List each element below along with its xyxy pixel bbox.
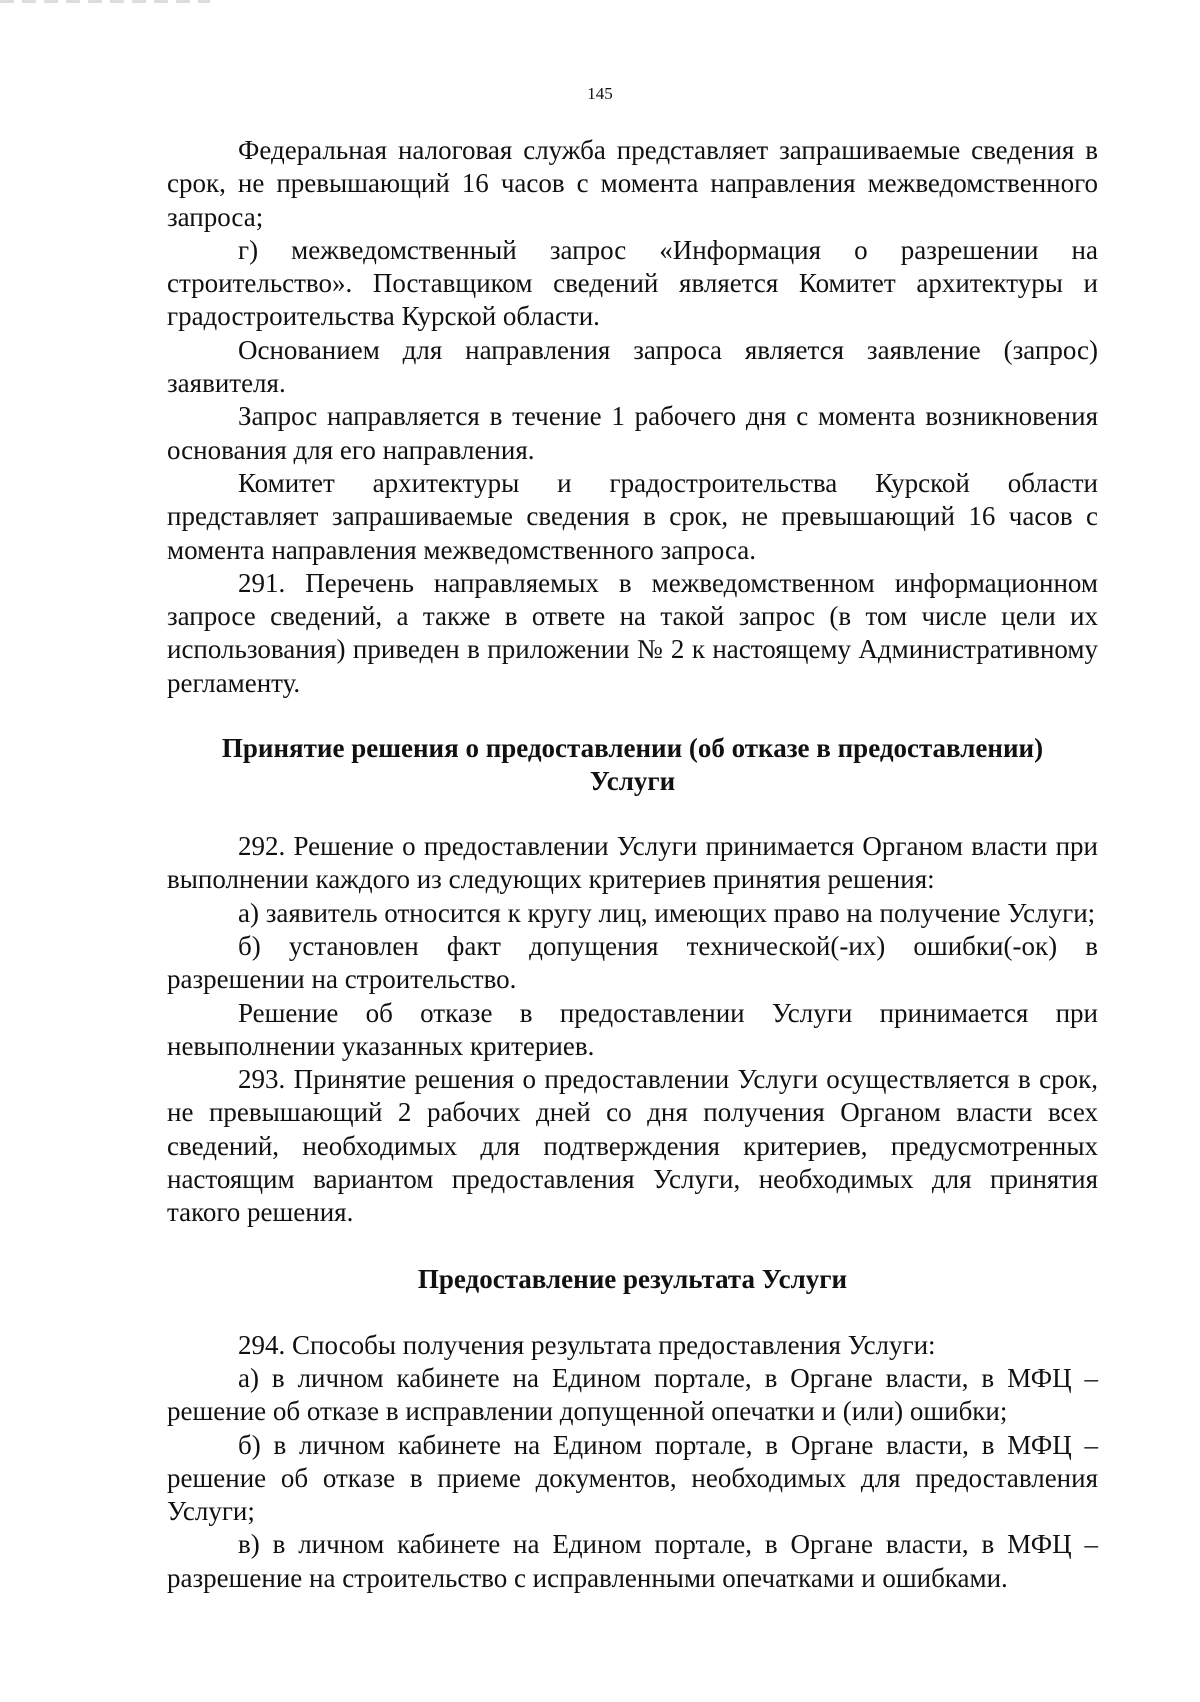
paragraph: Комитет архитектуры и градостроительства Курской области представляет запрашиваемые сведения в срок, не превышающий 16 часов с момента направления межведомственного запроса. bbox=[167, 467, 1098, 565]
section-heading-result: Предоставление результата Услуги bbox=[417, 1263, 848, 1294]
paragraph: б) в личном кабинете на Едином портале, в Органе власти, в МФЦ – решение об отказе в приеме документов, необходимых для предоставления Услуги; bbox=[167, 1429, 1098, 1527]
section-heading-decision bbox=[167, 732, 1098, 798]
heading-line: Принятие решения о предоставлении (об отказе в предоставлении) bbox=[221, 733, 1044, 764]
paragraph: г) межведомственный запрос «Информация о разрешении на строительство». Поставщиком сведений является Комитет архитектуры и градостроительства Курской области. bbox=[167, 234, 1098, 332]
paragraph: а) заявитель относится к кругу лиц, имеющих право на получение Услуги; bbox=[238, 897, 1096, 928]
paragraph: 294. Способы получения результата предоставления Услуги: bbox=[238, 1329, 936, 1360]
paragraph: б) установлен факт допущения технической(-их) ошибки(-ок) в разрешении на строительство. bbox=[167, 930, 1098, 995]
paragraph: в) в личном кабинете на Едином портале, в Органе власти, в МФЦ – разрешение на строительство с исправленными опечатками и ошибками. bbox=[167, 1529, 1098, 1593]
paragraph: 293. Принятие решения о предоставлении Услуги осуществляется в срок, не превышающий 2 рабочих дней со дня получения Органом власти всех сведений, необходимых для подтверждения критериев, предусмотренных настоящим вариантом предоставления Услуги, необходимых для принятия такого решения. bbox=[167, 1064, 1098, 1228]
paragraph: Запрос направляется в течение 1 рабочего дня с момента возникновения основания для его направления. bbox=[167, 401, 1098, 465]
paragraph: Решение об отказе в предоставлении Услуги принимается при невыполнении указанных критериев. bbox=[167, 997, 1098, 1061]
scan-artifact bbox=[0, 0, 210, 3]
page-number: 145 bbox=[587, 84, 613, 103]
paragraph: Федеральная налоговая служба представляет запрашиваемые сведения в срок, не превышающий 16 часов с момента направления межведомственного запроса; bbox=[167, 135, 1098, 232]
paragraph: 291. Перечень направляемых в межведомственном информационном запросе сведений, а также в ответе на такой запрос (в том числе цели их использования) приведен в приложении № 2 к настоящему Административному регламенту. bbox=[167, 567, 1098, 698]
paragraph: Основанием для направления запроса является заявление (запрос) заявителя. bbox=[167, 334, 1098, 399]
document-body bbox=[167, 134, 1098, 1595]
paragraph: а) в личном кабинете на Едином портале, в Органе власти, в МФЦ – решение об отказе в исправлении допущенной опечатки и (или) ошибки; bbox=[167, 1362, 1098, 1427]
paragraph: 292. Решение о предоставлении Услуги принимается Органом власти при выполнении каждого из следующих критериев принятия решения: bbox=[167, 831, 1098, 895]
heading-line: Услуги bbox=[589, 766, 676, 797]
